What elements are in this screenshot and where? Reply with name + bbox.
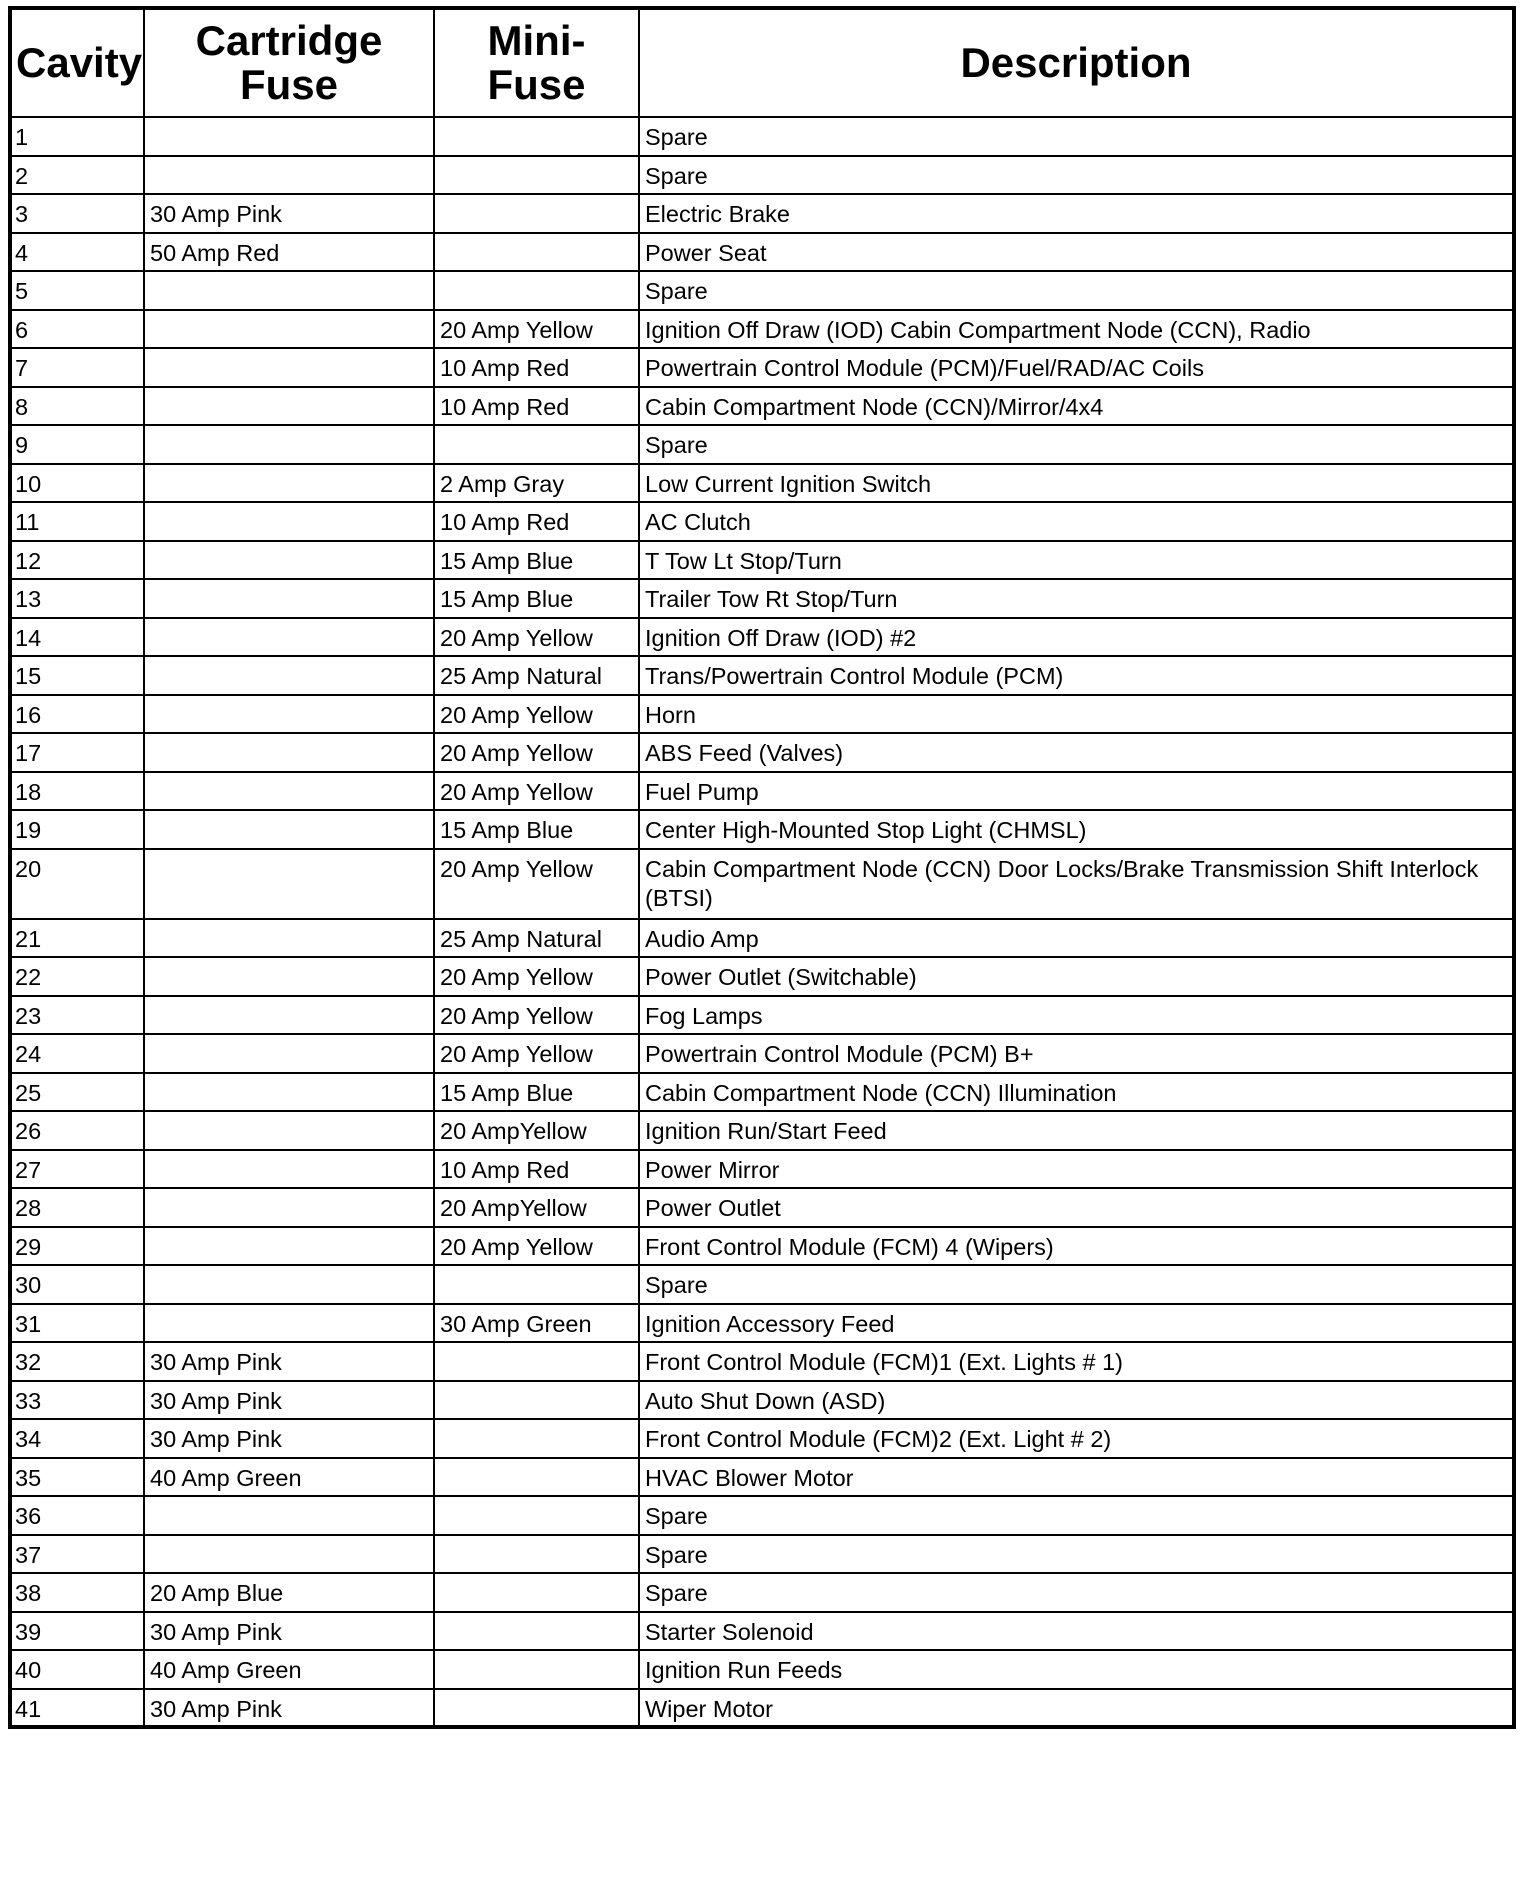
cell-description: Power Seat [639,233,1514,272]
cell-description: Spare [639,1496,1514,1535]
cell-cavity: 19 [10,810,144,849]
cell-cartridge-fuse [144,1188,434,1227]
cell-cavity: 12 [10,541,144,580]
table-row [10,1689,1514,1728]
cell-mini-fuse: 20 AmpYellow [434,1188,639,1227]
cell-cavity: 29 [10,1227,144,1266]
cell-cartridge-fuse: 30 Amp Pink [144,1612,434,1651]
table-row [10,618,1514,657]
table-body [10,117,1514,1727]
cell-cavity: 17 [10,733,144,772]
header-description-label: Description [960,39,1192,86]
cell-cartridge-fuse: 30 Amp Pink [144,194,434,233]
header-cartridge-label-line2: Fuse [239,61,339,108]
cell-cavity: 25 [10,1073,144,1112]
cell-mini-fuse: 20 Amp Yellow [434,996,639,1035]
cell-cavity: 30 [10,1265,144,1304]
cell-cartridge-fuse [144,1304,434,1343]
cell-cavity: 31 [10,1304,144,1343]
cell-description: Audio Amp [639,919,1514,958]
cell-description: Powertrain Control Module (PCM)/Fuel/RAD/AC Coils [639,348,1514,387]
header-mini-fuse [434,8,639,117]
cell-cartridge-fuse [144,772,434,811]
cell-cavity: 15 [10,656,144,695]
cell-cavity: 18 [10,772,144,811]
cell-description: Front Control Module (FCM)1 (Ext. Lights # 1) [639,1342,1514,1381]
cell-cartridge-fuse [144,1111,434,1150]
cell-cavity: 7 [10,348,144,387]
table-header [10,8,1514,117]
cell-mini-fuse: 25 Amp Natural [434,656,639,695]
cell-mini-fuse [434,156,639,195]
cell-cavity: 10 [10,464,144,503]
cell-cartridge-fuse: 30 Amp Pink [144,1381,434,1420]
cell-mini-fuse: 20 Amp Yellow [434,957,639,996]
table-row [10,919,1514,958]
cell-description: Powertrain Control Module (PCM) B+ [639,1034,1514,1073]
cell-description: Spare [639,425,1514,464]
cell-cavity: 34 [10,1419,144,1458]
table-row [10,541,1514,580]
cell-description: Spare [639,156,1514,195]
cell-cavity: 8 [10,387,144,426]
table-row [10,772,1514,811]
cell-description: HVAC Blower Motor [639,1458,1514,1497]
cell-mini-fuse: 25 Amp Natural [434,919,639,958]
cell-cartridge-fuse [144,849,434,919]
cell-cartridge-fuse [144,117,434,156]
cell-mini-fuse: 15 Amp Blue [434,1073,639,1112]
table-row [10,156,1514,195]
cell-mini-fuse [434,1381,639,1420]
cell-cartridge-fuse [144,618,434,657]
cell-mini-fuse [434,1419,639,1458]
table-row [10,1111,1514,1150]
table-row [10,425,1514,464]
table-row [10,502,1514,541]
cell-description: Fuel Pump [639,772,1514,811]
cell-description: Trans/Powertrain Control Module (PCM) [639,656,1514,695]
cell-cavity: 23 [10,996,144,1035]
table-row [10,348,1514,387]
cell-cartridge-fuse [144,695,434,734]
cell-cartridge-fuse [144,1073,434,1112]
cell-description: T Tow Lt Stop/Turn [639,541,1514,580]
cell-description: Cabin Compartment Node (CCN) Illumination [639,1073,1514,1112]
cell-mini-fuse: 30 Amp Green [434,1304,639,1343]
cell-mini-fuse: 20 Amp Yellow [434,1034,639,1073]
table-row [10,1188,1514,1227]
table-row [10,810,1514,849]
cell-description: Low Current Ignition Switch [639,464,1514,503]
cell-cartridge-fuse: 30 Amp Pink [144,1419,434,1458]
cell-description: Starter Solenoid [639,1612,1514,1651]
cell-cavity: 38 [10,1573,144,1612]
cell-cartridge-fuse [144,464,434,503]
table-row [10,695,1514,734]
cell-cavity: 13 [10,579,144,618]
cell-description: Spare [639,1265,1514,1304]
table-row [10,1650,1514,1689]
cell-mini-fuse: 10 Amp Red [434,502,639,541]
cell-cartridge-fuse [144,271,434,310]
cell-cavity: 1 [10,117,144,156]
cell-description: Power Outlet [639,1188,1514,1227]
cell-mini-fuse [434,271,639,310]
table-row [10,656,1514,695]
cell-description: Auto Shut Down (ASD) [639,1381,1514,1420]
cell-cartridge-fuse: 40 Amp Green [144,1458,434,1497]
cell-cavity: 22 [10,957,144,996]
cell-description: Ignition Run Feeds [639,1650,1514,1689]
cell-cartridge-fuse: 30 Amp Pink [144,1342,434,1381]
table-row [10,1496,1514,1535]
cell-cartridge-fuse [144,387,434,426]
cell-cavity: 36 [10,1496,144,1535]
cell-description: Ignition Accessory Feed [639,1304,1514,1343]
cell-mini-fuse [434,1535,639,1574]
table-row [10,117,1514,156]
cell-cartridge-fuse [144,1535,434,1574]
header-description [639,8,1514,117]
cell-cavity: 39 [10,1612,144,1651]
cell-cavity: 28 [10,1188,144,1227]
cell-cavity: 37 [10,1535,144,1574]
cell-cavity: 26 [10,1111,144,1150]
cell-description: Cabin Compartment Node (CCN) Door Locks/Brake Transmission Shift Interlock (BTSI) [639,849,1514,919]
cell-cartridge-fuse [144,541,434,580]
cell-description: Wiper Motor [639,1689,1514,1728]
fuse-table [8,6,1516,1729]
cell-cartridge-fuse [144,310,434,349]
table-row [10,1612,1514,1651]
cell-cartridge-fuse: 30 Amp Pink [144,1689,434,1728]
cell-cavity: 2 [10,156,144,195]
cell-mini-fuse: 15 Amp Blue [434,541,639,580]
table-row [10,1535,1514,1574]
cell-cartridge-fuse [144,502,434,541]
cell-mini-fuse [434,1342,639,1381]
table-row [10,1342,1514,1381]
table-row [10,579,1514,618]
table-row [10,387,1514,426]
cell-mini-fuse [434,1689,639,1728]
cell-cartridge-fuse: 50 Amp Red [144,233,434,272]
cell-cavity: 11 [10,502,144,541]
cell-mini-fuse: 20 Amp Yellow [434,695,639,734]
cell-description: Ignition Off Draw (IOD) Cabin Compartment Node (CCN), Radio [639,310,1514,349]
cell-mini-fuse [434,117,639,156]
cell-mini-fuse [434,233,639,272]
header-mini-label: Mini-Fuse [487,17,586,108]
cell-description: Spare [639,271,1514,310]
cell-cartridge-fuse: 20 Amp Blue [144,1573,434,1612]
cell-cavity: 41 [10,1689,144,1728]
cell-cavity: 33 [10,1381,144,1420]
cell-cavity: 5 [10,271,144,310]
table-row [10,957,1514,996]
cell-mini-fuse [434,1265,639,1304]
cell-description: Spare [639,1535,1514,1574]
cell-cavity: 14 [10,618,144,657]
cell-description: Front Control Module (FCM)2 (Ext. Light # 2) [639,1419,1514,1458]
cell-cavity: 21 [10,919,144,958]
cell-description: Fog Lamps [639,996,1514,1035]
cell-cartridge-fuse [144,996,434,1035]
cell-cavity: 24 [10,1034,144,1073]
cell-cavity: 16 [10,695,144,734]
cell-description: Ignition Off Draw (IOD) #2 [639,618,1514,657]
table-row [10,1265,1514,1304]
cell-cavity: 20 [10,849,144,919]
cell-cartridge-fuse [144,1150,434,1189]
table-row [10,849,1514,919]
table-row [10,310,1514,349]
cell-cartridge-fuse: 40 Amp Green [144,1650,434,1689]
cell-cartridge-fuse [144,810,434,849]
cell-mini-fuse [434,425,639,464]
table-row [10,996,1514,1035]
header-cartridge-label-line1: Cartridge [195,17,383,64]
cell-description: Horn [639,695,1514,734]
cell-description: Power Mirror [639,1150,1514,1189]
cell-cavity: 32 [10,1342,144,1381]
cell-description: Front Control Module (FCM) 4 (Wipers) [639,1227,1514,1266]
cell-cartridge-fuse [144,348,434,387]
cell-description: Ignition Run/Start Feed [639,1111,1514,1150]
cell-description: Electric Brake [639,194,1514,233]
cell-mini-fuse: 10 Amp Red [434,1150,639,1189]
table-row [10,1150,1514,1189]
table-row [10,733,1514,772]
header-cavity [10,8,144,117]
cell-mini-fuse: 20 Amp Yellow [434,618,639,657]
cell-mini-fuse: 20 AmpYellow [434,1111,639,1150]
cell-mini-fuse: 10 Amp Red [434,387,639,426]
table-row [10,464,1514,503]
table-row [10,1073,1514,1112]
fuse-chart-sheet [8,6,1512,1729]
cell-description: Spare [639,117,1514,156]
cell-description: AC Clutch [639,502,1514,541]
table-row [10,233,1514,272]
cell-mini-fuse [434,1496,639,1535]
cell-cavity: 6 [10,310,144,349]
table-row [10,1034,1514,1073]
cell-cartridge-fuse [144,656,434,695]
cell-mini-fuse: 15 Amp Blue [434,810,639,849]
cell-cavity: 4 [10,233,144,272]
cell-mini-fuse: 20 Amp Yellow [434,849,639,919]
cell-cartridge-fuse [144,1496,434,1535]
table-row [10,1227,1514,1266]
header-row [10,8,1514,117]
cell-mini-fuse: 10 Amp Red [434,348,639,387]
cell-cartridge-fuse [144,579,434,618]
table-row [10,194,1514,233]
cell-mini-fuse: 20 Amp Yellow [434,1227,639,1266]
cell-cartridge-fuse [144,1265,434,1304]
cell-cavity: 27 [10,1150,144,1189]
cell-cartridge-fuse [144,1227,434,1266]
cell-cartridge-fuse [144,919,434,958]
header-cartridge-fuse [144,8,434,117]
table-row [10,1458,1514,1497]
cell-mini-fuse [434,1650,639,1689]
table-row [10,1381,1514,1420]
cell-cavity: 3 [10,194,144,233]
cell-description: Cabin Compartment Node (CCN)/Mirror/4x4 [639,387,1514,426]
cell-cavity: 40 [10,1650,144,1689]
cell-description: Center High-Mounted Stop Light (CHMSL) [639,810,1514,849]
table-row [10,1419,1514,1458]
cell-description: Spare [639,1573,1514,1612]
table-row [10,271,1514,310]
cell-cartridge-fuse [144,1034,434,1073]
cell-cartridge-fuse [144,733,434,772]
table-row [10,1573,1514,1612]
table-row [10,1304,1514,1343]
cell-cartridge-fuse [144,156,434,195]
cell-description: Trailer Tow Rt Stop/Turn [639,579,1514,618]
cell-mini-fuse [434,1573,639,1612]
cell-cartridge-fuse [144,957,434,996]
cell-description: Power Outlet (Switchable) [639,957,1514,996]
cell-cavity: 9 [10,425,144,464]
header-cavity-label: Cavity [16,39,143,86]
cell-mini-fuse: 20 Amp Yellow [434,733,639,772]
cell-cartridge-fuse [144,425,434,464]
cell-cavity: 35 [10,1458,144,1497]
cell-mini-fuse: 20 Amp Yellow [434,310,639,349]
cell-mini-fuse: 15 Amp Blue [434,579,639,618]
cell-mini-fuse: 20 Amp Yellow [434,772,639,811]
cell-mini-fuse [434,1612,639,1651]
cell-mini-fuse [434,1458,639,1497]
cell-description: ABS Feed (Valves) [639,733,1514,772]
cell-mini-fuse [434,194,639,233]
cell-mini-fuse: 2 Amp Gray [434,464,639,503]
